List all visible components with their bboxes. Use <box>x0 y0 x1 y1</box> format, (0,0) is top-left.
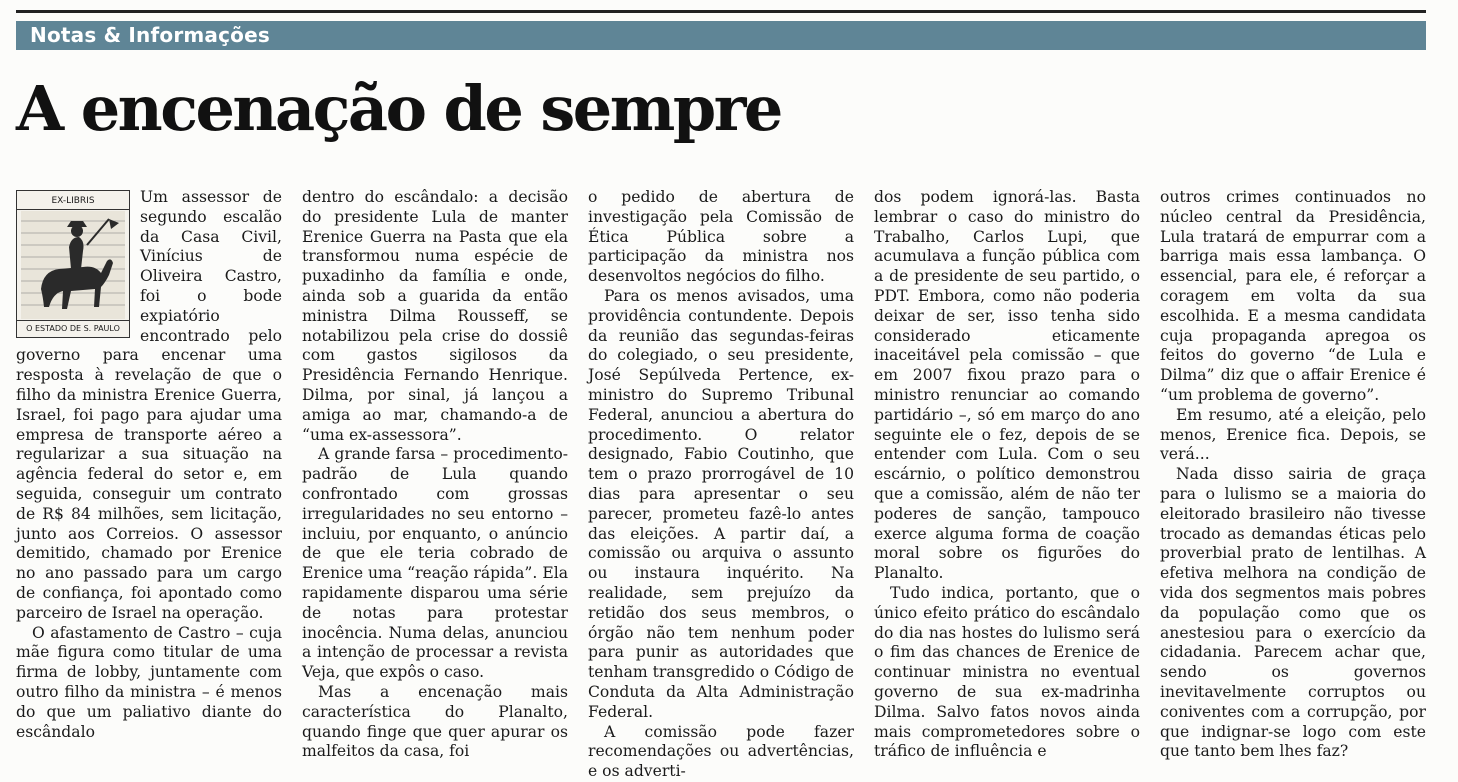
paragraph: o pedido de abertura de investigação pela Comissão de Ética Pública sobre a participação da ministra nos desenvoltos negócios do filho. <box>588 188 854 286</box>
paragraph: dentro do escândalo: a decisão do presidente Lula de manter Erenice Guerra na Pasta que ela transformou numa espécie de puxadinho da família e onde, ainda sob a guarida da então ministra Dilma Rousseff, se notabilizou pela crise do dossiê com gastos sigilosos da Presidência Fernando Henrique. Dilma, por sinal, já lançou a amiga ao mar, chamando-a de “uma ex-assessora”. <box>302 188 568 444</box>
ex-libris-seal <box>16 190 130 338</box>
paragraph: Tudo indica, portanto, que o único efeito prático do escândalo do dia nas hostes do lulismo será o fim das chances de Erenice de continuar ministra no eventual governo de sua ex-madrinha Dilma. Salvo fatos novos ainda mais comprometedores sobre o tráfico de influência e <box>874 583 1140 761</box>
article-column-3 <box>588 188 854 782</box>
paragraph: A comissão pode fazer recomendações ou advertências, e os adverti- <box>588 722 854 781</box>
article-column-4 <box>874 188 1140 762</box>
article-column-2 <box>302 188 568 762</box>
section-title: Notas & Informações <box>30 23 270 47</box>
seal-bottom-text: O ESTADO DE S. PAULO <box>17 320 129 337</box>
seal-top-text: EX-LIBRIS <box>17 193 129 210</box>
paragraph: A grande farsa – procedimento-padrão de Lula quando confrontado com grossas irregularidades no seu entorno – incluiu, por enquanto, o anúncio de que ele teria cobrado de Erenice uma “reação rápida”. Ela rapidamente disparou uma série de notas para protestar inocência. Numa delas, anunciou a intenção de processar a revista Veja, que expôs o caso. <box>302 445 568 682</box>
article-column-1 <box>16 188 282 742</box>
top-rule <box>16 10 1426 13</box>
headline: A encenação de sempre <box>16 72 781 145</box>
article-column-5 <box>1160 188 1426 762</box>
paragraph: Mas a encenação mais característica do Planalto, quando finge que quer apurar os malfeitos da casa, foi <box>302 682 568 761</box>
horse-rider-icon <box>21 211 125 319</box>
paragraph: O afastamento de Castro – cuja mãe figura como titular de uma firma de lobby, juntamente com outro filho da ministra – é menos do que um paliativo diante do escândalo <box>16 623 282 741</box>
paragraph: Nada disso sairia de graça para o lulismo se a maioria do eleitorado brasileiro não tivesse trocado as demandas éticas pelo proverbial prato de lentilhas. A efetiva melhora na condição de vida dos segmentos mais pobres da população como que os anestesiou para o exercício da cidadania. Parecem achar que, sendo os governos inevitavelmente corruptos ou coniventes com a corrupção, por que indignar-se logo com este que tanto bem lhes faz? <box>1160 465 1426 761</box>
paragraph: Um assessor de segundo escalão da Casa Civil, Vinícius de Oliveira Castro, foi o bode expiatório encontrado pelo governo para encenar uma resposta à revelação de que o filho da ministra Erenice Guerra, Israel, foi pago para ajudar uma empresa de transporte aéreo a regularizar a sua situação na agência federal do setor e, em seguida, conseguir um contrato de R$ 84 milhões, sem licitação, junto aos Correios. O assessor demitido, chamado por Erenice no ano passado para um cargo de confiança, foi apontado como parceiro de Israel na operação. <box>16 188 282 622</box>
section-bar <box>16 21 1426 50</box>
paragraph: Para os menos avisados, uma providência contundente. Depois da reunião das segundas-feiras do colegiado, o seu presidente, José Sepúlveda Pertence, ex-ministro do Supremo Tribunal Federal, anunciou a abertura do procedimento. O relator designado, Fabio Coutinho, que tem o prazo prorrogável de 10 dias para apresentar o seu parecer, prometeu fazê-lo antes das eleições. A partir daí, a comissão ou arquiva o assunto ou instaura inquérito. Na realidade, sem prejuízo da retidão dos seus membros, o órgão não tem nenhum poder para punir as autoridades que tenham transgredido o Código de Conduta da Alta Administração Federal. <box>588 286 854 721</box>
paragraph: dos podem ignorá-las. Basta lembrar o caso do ministro do Trabalho, Carlos Lupi, que acumulava a função pública com a de presidente de seu partido, o PDT. Embora, como não poderia deixar de ser, isso tenha sido considerado eticamente inaceitável pela comissão – que em 2007 fixou prazo para o ministro renunciar ao comando partidário –, só em março do ano seguinte ele o fez, depois de se entender com Lula. Com o seu escárnio, o político demonstrou que a comissão, além de não ter poderes de sanção, tampouco exerce alguma forma de coação moral sobre os figurões do Planalto. <box>874 188 1140 583</box>
paragraph: outros crimes continuados no núcleo central da Presidência, Lula tratará de empurrar com a barriga mais essa lambança. O essencial, para ele, é reforçar a coragem em volta da sua escolhida. E a mesma candidata cuja propaganda apregoa os feitos do governo “de Lula e Dilma” diz que o affair Erenice é “um problema de governo”. <box>1160 188 1426 404</box>
paragraph: Em resumo, até a eleição, pelo menos, Erenice fica. Depois, se verá... <box>1160 405 1426 464</box>
